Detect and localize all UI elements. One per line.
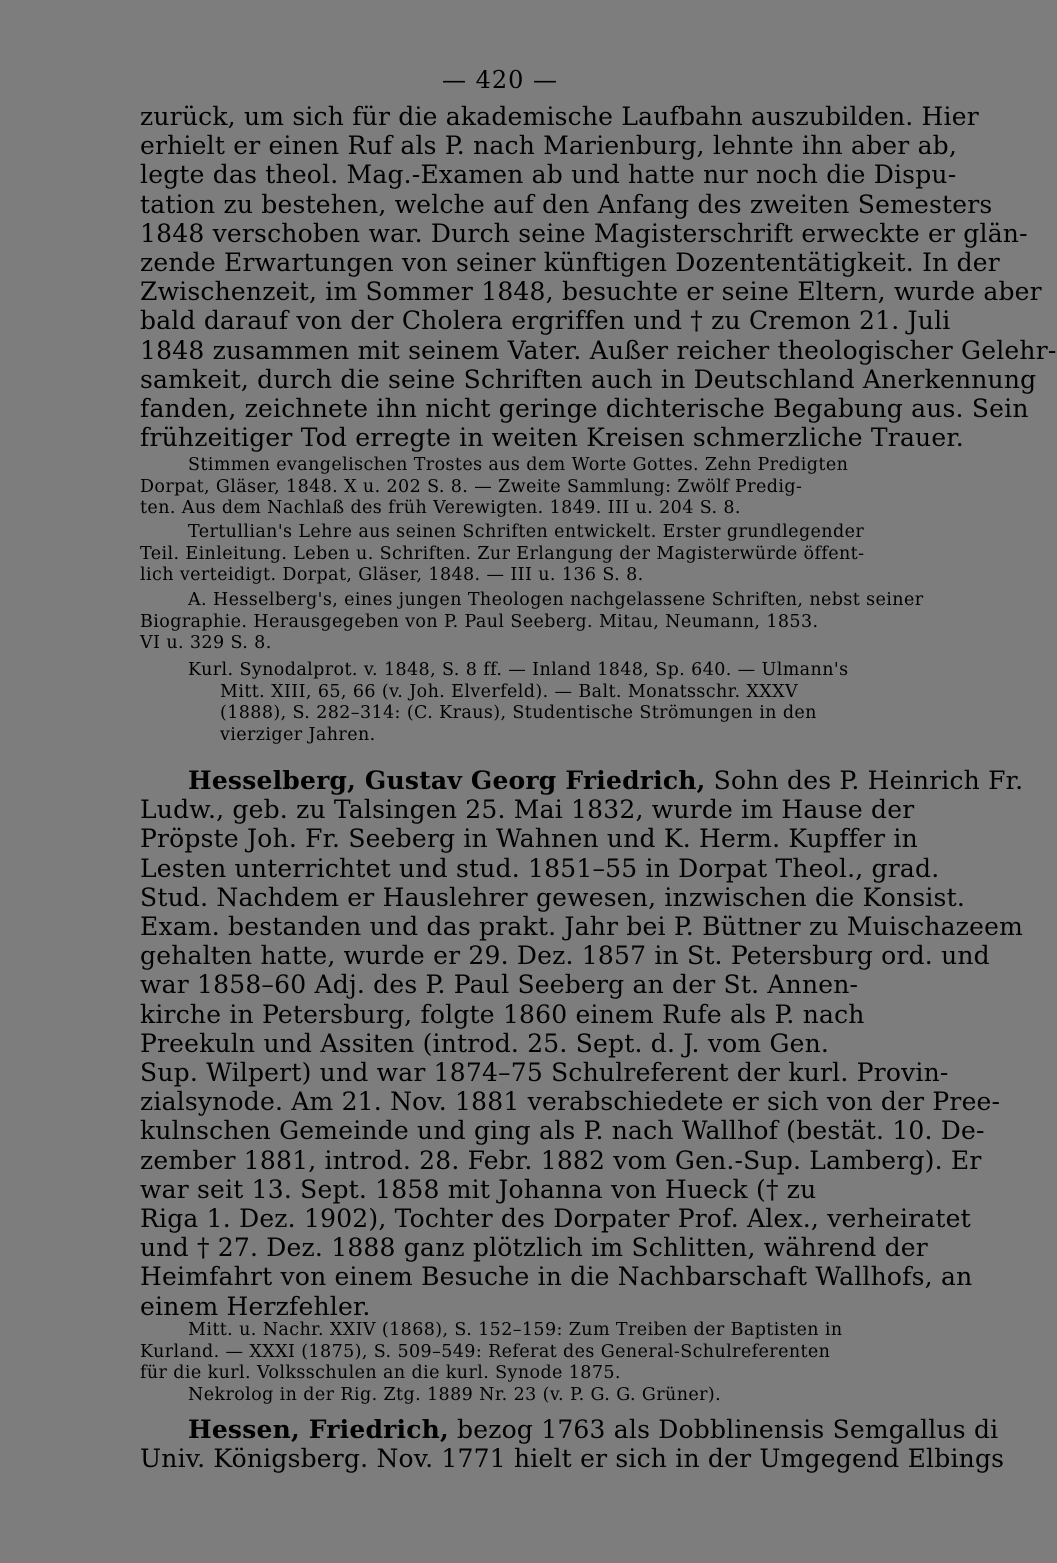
text-line: A. Hesselberg's, eines jungen Theologen nachgelassene Schriften, nebst seiner xyxy=(188,590,924,610)
text-line: samkeit, durch die seine Schriften auch in Deutschland Anerkennung xyxy=(140,364,1037,394)
sources-note xyxy=(140,660,926,746)
text-line: Ludw., geb. zu Talsingen 25. Mai 1832, wurde im Hause der xyxy=(140,795,915,825)
text-line: Nekrolog in der Rig. Ztg. 1889 Nr. 23 (v. P. G. G. Grüner). xyxy=(188,1384,722,1405)
hessen-entry xyxy=(140,1415,1005,1474)
text-line: kulnschen Gemeinde und ging als P. nach Wallhof (bestät. 10. De- xyxy=(140,1116,985,1146)
text-line: zende Erwartungen von seiner künftigen Dozententätigkeit. In der xyxy=(140,248,1000,278)
text-line: VI u. 329 S. 8. xyxy=(140,633,272,653)
text-line: und † 27. Dez. 1888 ganz plötzlich im Schlitten, während der xyxy=(140,1233,928,1263)
text-line: Teil. Einleitung. Leben u. Schriften. Zur Erlangung der Magisterwürde öffent- xyxy=(140,543,865,564)
text-line: Exam. bestanden und das prakt. Jahr bei P. Büttner zu Muischazeem xyxy=(140,912,1024,942)
text-line: 1848 verschoben war. Durch seine Magisterschrift erweckte er glän- xyxy=(140,218,1028,248)
text-line: zember 1881, introd. 28. Febr. 1882 vom Gen.-Sup. Lamberg). Er xyxy=(140,1145,982,1175)
text-line: fanden, zeichnete ihn nicht geringe dichterische Begabung aus. Sein xyxy=(140,394,1029,424)
text-line: Mitt. u. Nachr. XXIV (1868), S. 152–159: Zum Treiben der Baptisten in xyxy=(188,1320,843,1340)
text-line: 1848 zusammen mit seinem Vater. Außer reicher theologischer Gelehr- xyxy=(140,335,1057,365)
hesselberg-notes xyxy=(140,1320,926,1406)
hesselberg-entry xyxy=(140,766,1024,1321)
text-line: vierziger Jahren. xyxy=(220,724,376,745)
text-line: kirche in Petersburg, folgte 1860 einem Rufe als P. nach xyxy=(140,999,865,1029)
text-line: Kurland. — XXXI (1875), S. 509–549: Referat des General-Schulreferenten xyxy=(140,1341,831,1362)
text-line: Dorpat, Gläser, 1848. X u. 202 S. 8. — Zweite Sammlung: Zwölf Predig- xyxy=(140,476,803,497)
text-line: legte das theol. Mag.-Examen ab und hatte nur noch die Dispu- xyxy=(140,160,957,190)
text-line: Biographie. Herausgegeben von P. Paul Seeberg. Mitau, Neumann, 1853. xyxy=(140,611,819,632)
text-line: lich verteidigt. Dorpat, Gläser, 1848. — III u. 136 S. 8. xyxy=(140,565,644,585)
text-line: Tertullian's Lehre aus seinen Schriften entwickelt. Erster grundlegender xyxy=(188,522,865,542)
works-list-2 xyxy=(140,522,926,587)
works-list-1 xyxy=(140,455,926,520)
text-line: einem Herzfehler. xyxy=(140,1291,371,1321)
text-line: Heimfahrt von einem Besuche in die Nachbarschaft Wallhofs, an xyxy=(140,1262,973,1292)
previous-entry-body xyxy=(140,102,1057,453)
text-line: zurück, um sich für die akademische Laufbahn auszubilden. Hier xyxy=(140,102,979,131)
text-line: Lesten unterrichtet und stud. 1851–55 in Dorpat Theol., grad. xyxy=(140,853,940,883)
text-line: Stud. Nachdem er Hauslehrer gewesen, inzwischen die Konsist. xyxy=(140,882,965,912)
text-line: Kurl. Synodalprot. v. 1848, S. 8 ff. — Inland 1848, Sp. 640. — Ulmann's xyxy=(188,660,849,680)
entry-name: Hessen, Friedrich, xyxy=(188,1415,449,1444)
text-line: frühzeitiger Tod erregte in weiten Kreisen schmerzliche Trauer. xyxy=(140,423,964,453)
entry-heading-line xyxy=(140,766,1024,795)
entry-name: Hesselberg, Gustav Georg Friedrich, xyxy=(188,766,706,795)
works-list-3 xyxy=(140,590,926,655)
text-line: ten. Aus dem Nachlaß des früh Verewigten. 1849. III u. 204 S. 8. xyxy=(140,498,741,518)
text-line: Pröpste Joh. Fr. Seeberg in Wahnen und K. Herm. Kupffer in xyxy=(140,824,918,854)
text-line: war seit 13. Sept. 1858 mit Johanna von Hueck († zu xyxy=(140,1174,817,1204)
text-line: für die kurl. Volksschulen an die kurl. Synode 1875. xyxy=(140,1363,621,1383)
entry-heading-line xyxy=(140,1415,999,1444)
text-line: Preekuln und Assiten (introd. 25. Sept. d. J. vom Gen. xyxy=(140,1028,830,1058)
text-line: Mitt. XIII, 65, 66 (v. Joh. Elverfeld). — Balt. Monatsschr. XXXV xyxy=(220,681,799,702)
text-line: Univ. Königsberg. Nov. 1771 hielt er sich in der Umgegend Elbings xyxy=(140,1444,1005,1474)
text-line: zialsynode. Am 21. Nov. 1881 verabschiedete er sich von der Pree- xyxy=(140,1087,1001,1117)
text-fragment: bezog 1763 als Dobblinensis Semgallus di xyxy=(448,1415,999,1444)
text-line: (1888), S. 282–314: (C. Kraus), Studentische Strömungen in den xyxy=(220,703,817,723)
text-line: gehalten hatte, wurde er 29. Dez. 1857 in St. Petersburg ord. und xyxy=(140,941,990,971)
text-line: Riga 1. Dez. 1902), Tochter des Dorpater Prof. Alex., verheiratet xyxy=(140,1204,971,1234)
text-line: Zwischenzeit, im Sommer 1848, besuchte er seine Eltern, wurde aber xyxy=(140,277,1042,307)
text-line: bald darauf von der Cholera ergriffen und † zu Cremon 21. Juli xyxy=(140,306,951,336)
text-fragment: Sohn des P. Heinrich Fr. xyxy=(705,766,1024,795)
text-line: war 1858–60 Adj. des P. Paul Seeberg an der St. Annen- xyxy=(140,970,859,1000)
page-number: — 420 — xyxy=(441,66,559,94)
text-line: erhielt er einen Ruf als P. nach Marienburg, lehnte ihn aber ab, xyxy=(140,131,958,161)
text-line: Stimmen evangelischen Trostes aus dem Worte Gottes. Zehn Predigten xyxy=(188,455,849,475)
text-line: tation zu bestehen, welche auf den Anfang des zweiten Semesters xyxy=(140,189,993,219)
text-line: Sup. Wilpert) und war 1874–75 Schulreferent der kurl. Provin- xyxy=(140,1058,949,1088)
